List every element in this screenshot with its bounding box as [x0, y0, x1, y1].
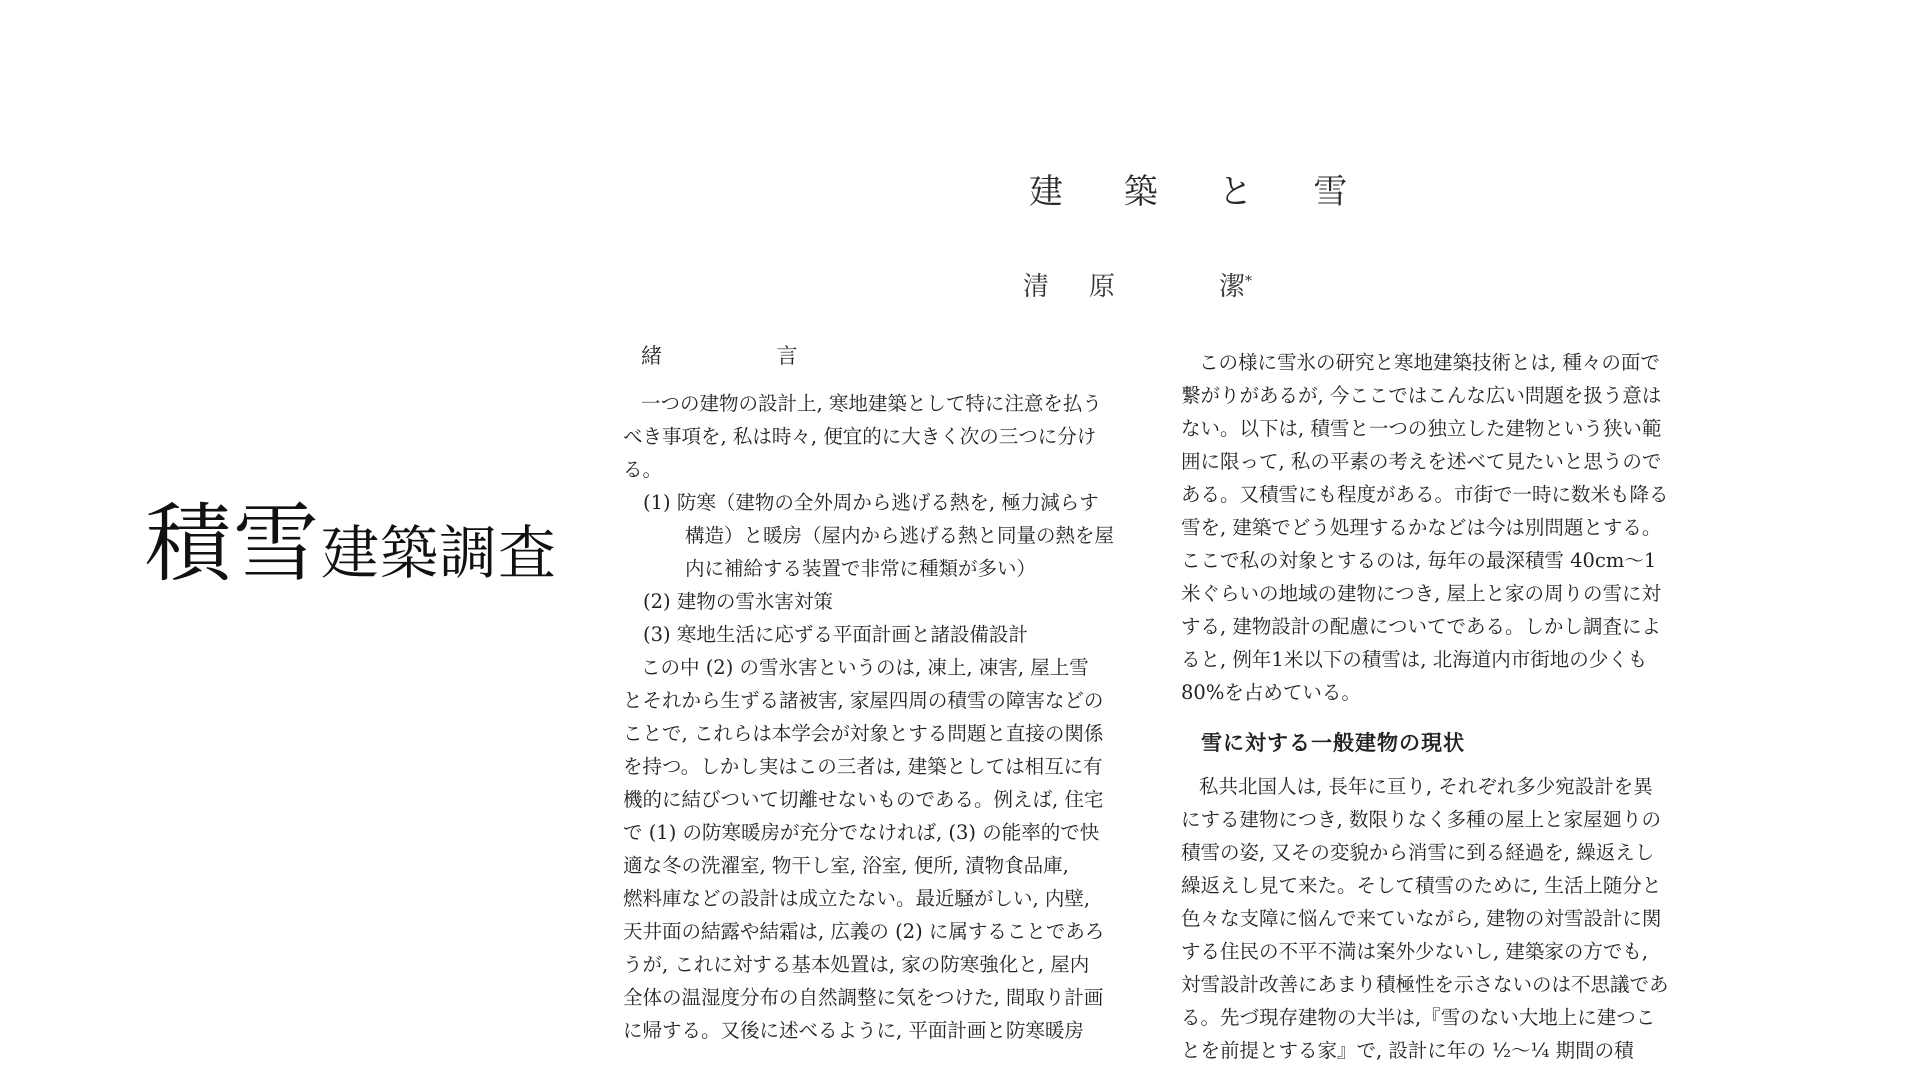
- author-middle-name: 原: [1089, 272, 1116, 302]
- paragraph-line: 機的に結びついて切離せないものである。例えば, 住宅: [623, 788, 1104, 811]
- paragraph-line: に帰する。又後に述べるように, 平面計画と防寒暖房: [623, 1019, 1084, 1042]
- article-title: 建 築 と 雪: [1029, 172, 1373, 212]
- paragraph-line: この中 (2) の雪氷害というのは, 凍上, 凍害, 屋上雪: [641, 656, 1089, 679]
- paragraph-line: 囲に限って, 私の平素の考えを述べて見たいと思うので: [1181, 450, 1662, 473]
- paragraph-line: 米ぐらいの地域の建物につき, 屋上と家の周りの雪に対: [1181, 582, 1662, 605]
- paragraph-line: 一つの建物の設計上, 寒地建築として特に注意を払う: [641, 392, 1102, 415]
- paragraph-line: ある。又積雪にも程度がある。市街で一時に数米も降る: [1181, 483, 1669, 506]
- paragraph-line: ない。以下は, 積雪と一つの独立した建物という狭い範: [1181, 417, 1662, 440]
- slide-title: [145, 474, 557, 598]
- paragraph-line: 80%を占めている。: [1181, 681, 1361, 704]
- list-item-continued: 内に補給する装置で非常に種類が多い）: [685, 557, 1037, 580]
- paragraph-line: 積雪の姿, 又その変貌から消雪に到る経過を, 繰返えし: [1181, 841, 1655, 864]
- scanned-article: [615, 0, 1715, 1080]
- list-item: (3) 寒地生活に応ずる平面計画と諸設備設計: [643, 623, 1028, 646]
- right-column: [1181, 346, 1701, 1067]
- slide-title-sub: 建築調査: [321, 519, 558, 587]
- paragraph-line: ことで, これらは本学会が対象とする問題と直接の関係: [623, 722, 1104, 745]
- paragraph-line: ると, 例年1米以下の積雪は, 北海道内市街地の少くも: [1181, 648, 1648, 671]
- paragraph-line: とそれから生ずる諸被害, 家屋四周の積雪の障害などの: [623, 689, 1104, 712]
- paragraph-line: ここで私の対象とするのは, 毎年の最深積雪 40cm～1: [1181, 549, 1657, 572]
- section-heading-current-state: 雪に対する一般建物の現状: [1201, 731, 1465, 755]
- paragraph-line: 全体の温湿度分布の自然調整に気をつけた, 間取り計画: [623, 986, 1104, 1009]
- paragraph-line: 色々な支障に悩んで来ていながら, 建物の対雪設計に関: [1181, 907, 1662, 930]
- paragraph-line: 雪を, 建築でどう処理するかなどは今は別問題とする。: [1181, 516, 1662, 539]
- list-item-continued: 構造）と暖房（屋内から逃げる熱と同量の熱を屋: [685, 524, 1115, 547]
- paragraph-line: 繰返えし見て来た。そして積雪のために, 生活上随分と: [1181, 874, 1662, 897]
- article-author: [1023, 266, 1252, 303]
- paragraph-line: べき事項を, 私は時々, 便宜的に大きく次の三つに分け: [623, 425, 1097, 448]
- paragraph-line: 天井面の結露や結霜は, 広義の (2) に属することであろ: [623, 920, 1105, 943]
- paragraph-line: とを前提とする家』で, 設計に年の ½～¼ 期間の積: [1181, 1039, 1634, 1062]
- paragraph-line: 燃料庫などの設計は成立たない。最近騒がしい, 内壁,: [623, 887, 1091, 910]
- paragraph-line: する住民の不平不満は案外少ないし, 建築家の方でも,: [1181, 940, 1649, 963]
- paragraph-line: 繋がりがあるが, 今ここではこんな広い問題を扱う意は: [1181, 384, 1662, 407]
- author-footnote-mark: *: [1245, 273, 1253, 290]
- list-item: (2) 建物の雪氷害対策: [643, 590, 833, 613]
- paragraph-line: で (1) の防寒暖房が充分でなければ, (3) の能率的で快: [623, 821, 1100, 844]
- paragraph-line: る。先づ現存建物の大半は,『雪のない大地上に建つこ: [1181, 1006, 1656, 1029]
- paragraph-line: この様に雪氷の研究と寒地建築技術とは, 種々の面で: [1199, 351, 1660, 374]
- paragraph-line: 私共北国人は, 長年に亘り, それぞれ多少宛設計を異: [1199, 775, 1653, 798]
- paragraph-line: にする建物につき, 数限りなく多種の屋上と家屋廻りの: [1181, 808, 1662, 831]
- author-family-name: 清: [1023, 272, 1050, 302]
- section-heading-introduction: 緒 言: [641, 344, 852, 368]
- list-item: (1) 防寒（建物の全外周から逃げる熱を, 極力減らす: [643, 491, 1099, 514]
- paragraph-line: する, 建物設計の配慮についてである。しかし調査によ: [1181, 615, 1662, 638]
- paragraph-line: 適な冬の洗濯室, 物干し室, 浴室, 便所, 漬物食品庫,: [623, 854, 1069, 877]
- paragraph-line: うが, これに対する基本処置は, 家の防寒強化と, 屋内: [623, 953, 1090, 976]
- slide-title-main: 積雪: [145, 494, 321, 594]
- left-column: [623, 340, 1143, 1047]
- paragraph-line: 対雪設計改善にあまり積極性を示さないのは不思議であ: [1181, 973, 1669, 996]
- paragraph-line: る。: [623, 458, 663, 481]
- paragraph-line: を持つ。しかし実はこの三者は, 建築としては相互に有: [623, 755, 1103, 778]
- author-given-name: 潔: [1219, 272, 1246, 302]
